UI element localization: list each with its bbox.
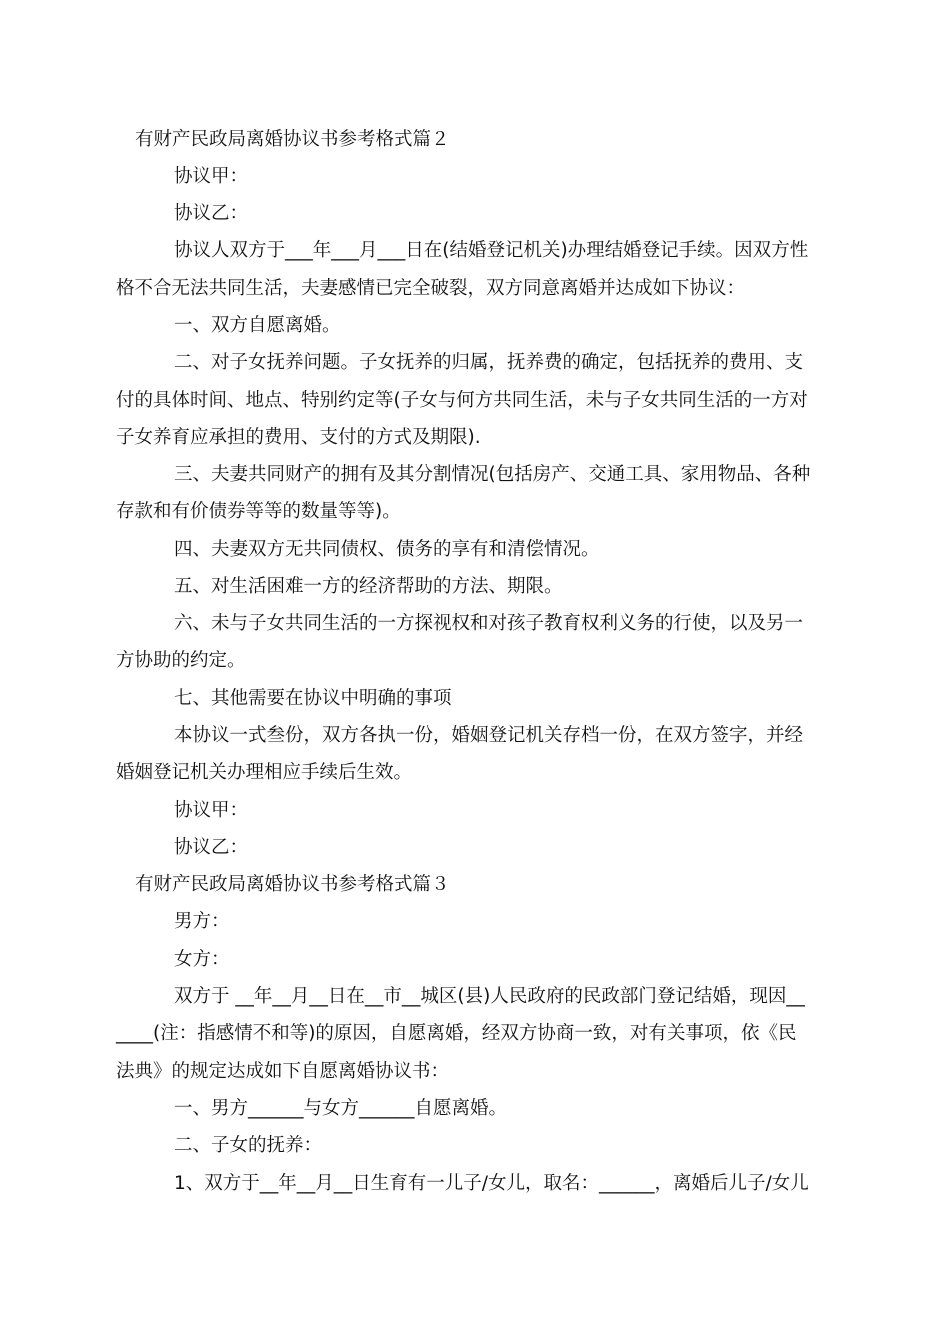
clause-1: 一、男方______与女方______自愿离婚。 <box>174 1098 508 1119</box>
party-b-label: 协议乙： <box>174 203 249 224</box>
paragraph-line: 协议人双方于___年___月___日在(结婚登记机关)办理结婚登记手续。因双方性 <box>174 240 809 261</box>
clause-6: 六、未与子女共同生活的一方探视权和对孩子教育权利义务的行使，以及另一 <box>174 613 804 634</box>
paragraph-line: 法典》的规定达成如下自愿离婚协议书： <box>116 1061 450 1082</box>
party-a-label: 协议甲： <box>174 166 249 187</box>
clause-2: 二、对子女抚养问题。子女抚养的归属，抚养费的确定，包括抚养的费用、支 <box>174 352 804 373</box>
sub-clause-1: 1、双方于__年__月__日生育有一儿子/女儿，取名：______，离婚后儿子/女儿 <box>174 1173 809 1194</box>
party-a-label: 协议甲： <box>174 800 249 821</box>
section-heading-2: 有财产民政局离婚协议书参考格式篇２ <box>135 129 450 150</box>
clause-3: 三、夫妻共同财产的拥有及其分割情况(包括房产、交通工具、家用物品、各种 <box>174 464 811 485</box>
wife-label: 女方： <box>174 949 230 970</box>
clause-2: 二、子女的抚养： <box>174 1135 323 1156</box>
paragraph-line: 付的具体时间、地点、特别约定等(子女与何方共同生活，未与子女共同生活的一方对 <box>116 390 808 411</box>
paragraph-line: 格不合无法共同生活，夫妻感情已完全破裂，双方同意离婚并达成如下协议： <box>116 278 746 299</box>
paragraph-line: 存款和有价债券等等的数量等等)。 <box>116 501 401 522</box>
clause-4: 四、夫妻双方无共同债权、债务的享有和清偿情况。 <box>174 539 600 560</box>
clause-1: 一、双方自愿离婚。 <box>174 315 341 336</box>
husband-label: 男方： <box>174 911 230 932</box>
paragraph-line: 本协议一式叁份，双方各执一份，婚姻登记机关存档一份，在双方签字，并经 <box>174 725 804 746</box>
paragraph-line: 婚姻登记机关办理相应手续后生效。 <box>116 762 413 783</box>
paragraph-line: 双方于 __年__月__日在__市__城区(县)人民政府的民政部门登记结婚，现因__ <box>174 986 805 1007</box>
paragraph-line: 方协助的约定。 <box>116 650 246 671</box>
section-heading-3: 有财产民政局离婚协议书参考格式篇３ <box>135 874 450 895</box>
paragraph-line: 子女养育应承担的费用、支付的方式及期限). <box>116 427 481 448</box>
clause-5: 五、对生活困难一方的经济帮助的方法、期限。 <box>174 576 563 597</box>
paragraph-line: ____(注：指感情不和等)的原因，自愿离婚，经双方协商一致，对有关事项，依《民 <box>116 1023 797 1044</box>
party-b-label: 协议乙： <box>174 837 249 858</box>
clause-7: 七、其他需要在协议中明确的事项 <box>174 688 452 709</box>
